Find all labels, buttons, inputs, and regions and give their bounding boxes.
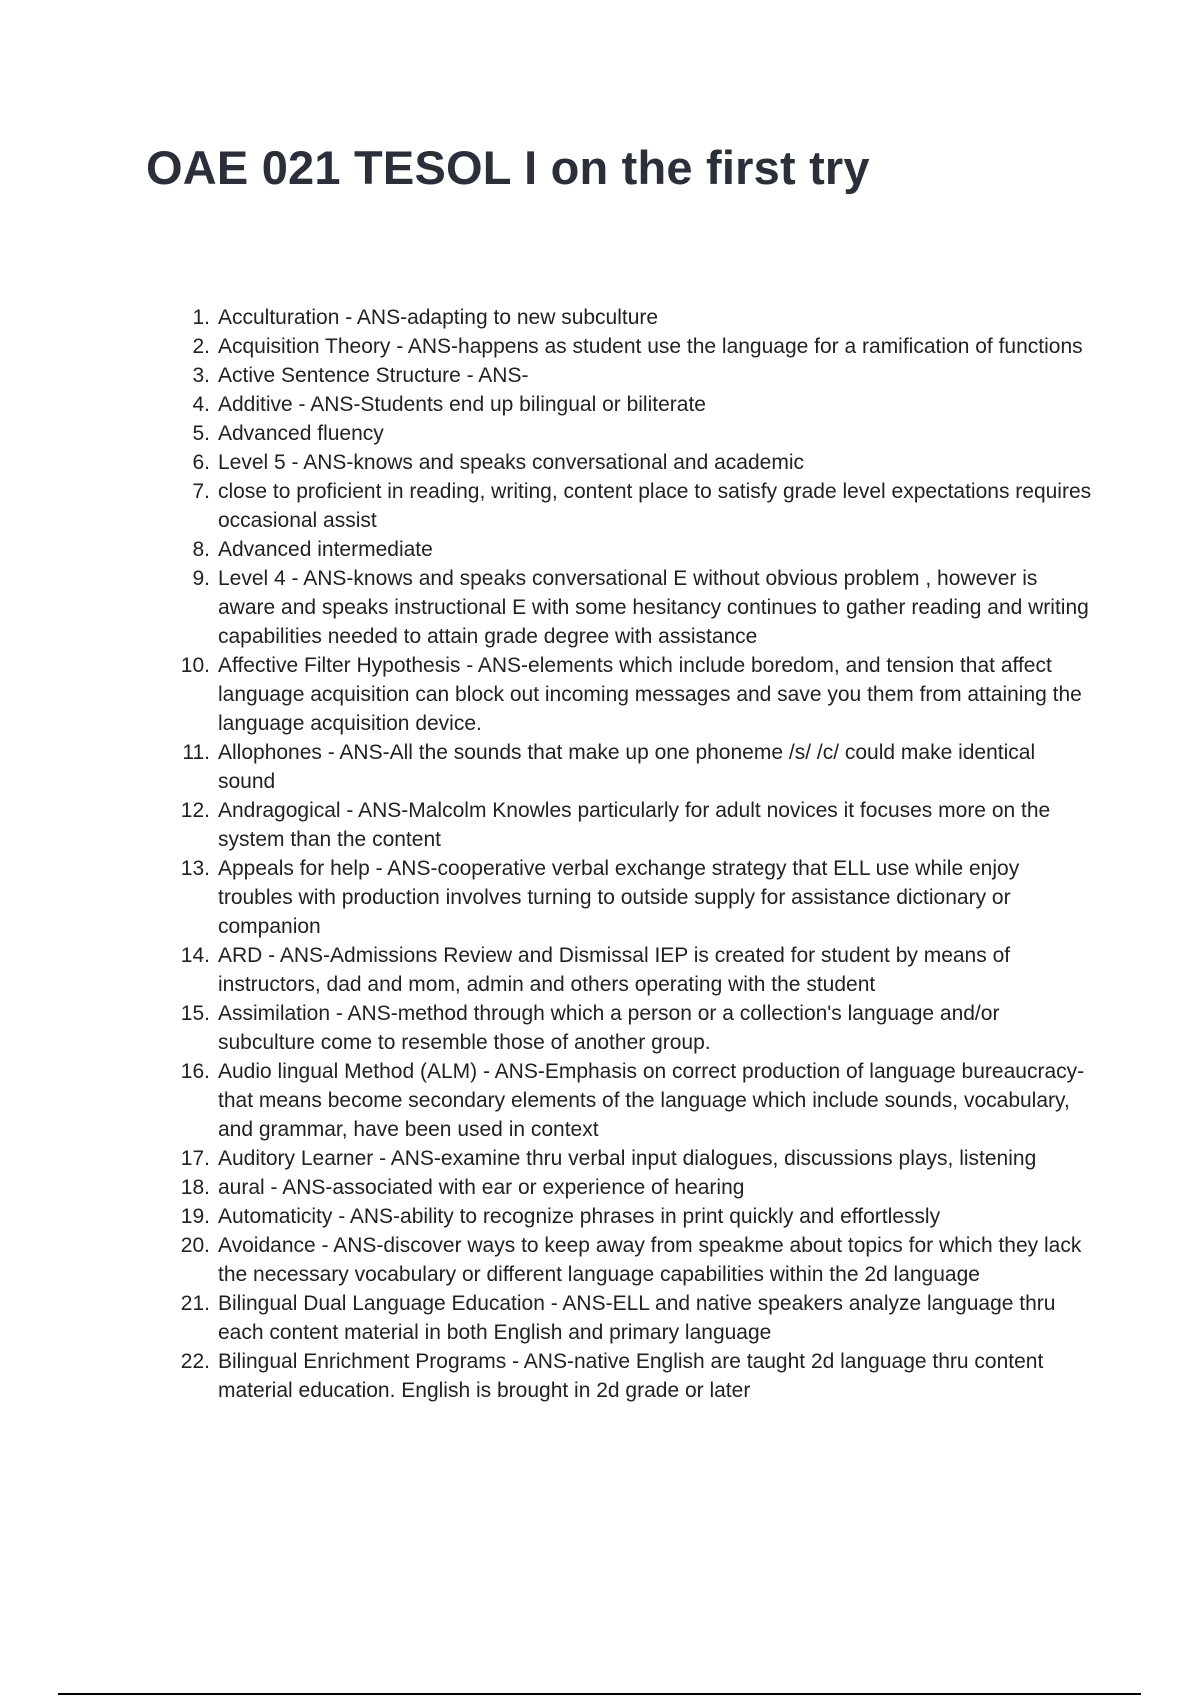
list-item-number: 13. [180, 857, 210, 880]
list-item-text: Auditory Learner - ANS-examine thru verbal input dialogues, discussions plays, listening [218, 1147, 1037, 1170]
list-item-text: ARD - ANS-Admissions Review and Dismissal IEP is created for student by means of instructors, dad and mom, admin and others operating with the student [218, 944, 1011, 996]
list-item-text: aural - ANS-associated with ear or experience of hearing [218, 1176, 745, 1199]
list-item-number: 18. [180, 1176, 210, 1199]
list-item [176, 1289, 1096, 1347]
list-item-number: 15. [180, 1002, 210, 1025]
list-item-number: 2. [192, 335, 210, 358]
list-item-text: Advanced fluency [218, 422, 384, 445]
list-item-number: 9. [192, 567, 210, 590]
list-item-text: Level 5 - ANS-knows and speaks conversational and academic [218, 451, 804, 474]
list-item-text: Acquisition Theory - ANS-happens as student use the language for a ramification of functions [218, 335, 1083, 358]
list-item-number: 7. [192, 480, 210, 503]
list-item-text: Automaticity - ANS-ability to recognize phrases in print quickly and effortlessly [218, 1205, 941, 1228]
list-item [176, 651, 1096, 738]
list-item-number: 19. [180, 1205, 210, 1228]
list-item [176, 1347, 1096, 1405]
list-item-text: Audio lingual Method (ALM) - ANS-Emphasis on correct production of language bureaucracy-that means become secondary elements of the language which include sounds, vocabulary, and grammar, have been used in context [218, 1060, 1085, 1141]
list-item [176, 854, 1096, 941]
list-item [176, 738, 1096, 796]
list-item-text: Andragogical - ANS-Malcolm Knowles particularly for adult novices it focuses more on the system than the content [218, 799, 1051, 851]
list-item-text: Avoidance - ANS-discover ways to keep away from speakme about topics for which they lack the necessary vocabulary or different language capabilities within the 2d language [218, 1234, 1082, 1286]
list-item [176, 1231, 1096, 1289]
list-item-text: Bilingual Dual Language Education - ANS-ELL and native speakers analyze language thru each content material in both English and primary language [218, 1292, 1056, 1344]
list-item-number: 22. [180, 1350, 210, 1373]
footer-divider [58, 1693, 1141, 1695]
list-item [176, 419, 1096, 448]
list-item-text: Advanced intermediate [218, 538, 433, 561]
list-item [176, 999, 1096, 1057]
list-item-number: 4. [192, 393, 210, 416]
list-item-text: Level 4 - ANS-knows and speaks conversational E without obvious problem , however is aware and speaks instructional E with some hesitancy continues to gather reading and writing capabilities needed to attain grade degree with assistance [218, 567, 1089, 648]
list-item-text: close to proficient in reading, writing, content place to satisfy grade level expectations requires occasional assist [218, 480, 1092, 532]
list-item-text: Affective Filter Hypothesis - ANS-elements which include boredom, and tension that affect language acquisition can block out incoming messages and save you them from attaining the language acquisition device. [218, 654, 1082, 735]
list-item-number: 21. [180, 1292, 210, 1315]
list-item-number: 6. [192, 451, 210, 474]
list-item-number: 20. [180, 1234, 210, 1257]
list-item [176, 796, 1096, 854]
list-item-number: 16. [180, 1060, 210, 1083]
term-list [176, 303, 1096, 1405]
list-item [176, 303, 1096, 332]
page-title: OAE 021 TESOL I on the first try [146, 141, 870, 194]
list-item-number: 1. [192, 306, 210, 329]
list-item-text: Acculturation - ANS-adapting to new subculture [218, 306, 659, 329]
list-item [176, 1057, 1096, 1144]
list-item [176, 390, 1096, 419]
list-item-number: 8. [192, 538, 210, 561]
list-item-number: 17. [180, 1147, 210, 1170]
list-item [176, 477, 1096, 535]
list-item-number: 3. [192, 364, 210, 387]
list-item [176, 941, 1096, 999]
list-item-text: Additive - ANS-Students end up bilingual or biliterate [218, 393, 706, 416]
list-item-text: Appeals for help - ANS-cooperative verbal exchange strategy that ELL use while enjoy troubles with production involves turning to outside supply for assistance dictionary or companion [218, 857, 1020, 938]
list-item-number: 11. [182, 741, 210, 764]
list-item-text: Active Sentence Structure - ANS- [218, 364, 529, 387]
list-item [176, 1173, 1096, 1202]
list-item [176, 1202, 1096, 1231]
list-item [176, 448, 1096, 477]
list-item [176, 361, 1096, 390]
list-item [176, 332, 1096, 361]
list-item-number: 10. [180, 654, 210, 677]
list-item [176, 535, 1096, 564]
list-item [176, 1144, 1096, 1173]
list-item-text: Assimilation - ANS-method through which a person or a collection's language and/or subculture come to resemble those of another group. [218, 1002, 1000, 1054]
list-item-text: Allophones - ANS-All the sounds that make up one phoneme /s/ /c/ could make identical sound [218, 741, 1036, 793]
list-item-number: 12. [180, 799, 210, 822]
list-item-text: Bilingual Enrichment Programs - ANS-native English are taught 2d language thru content material education. English is brought in 2d grade or later [218, 1350, 1044, 1402]
list-item-number: 5. [192, 422, 210, 445]
list-item-number: 14. [180, 944, 210, 967]
list-item [176, 564, 1096, 651]
